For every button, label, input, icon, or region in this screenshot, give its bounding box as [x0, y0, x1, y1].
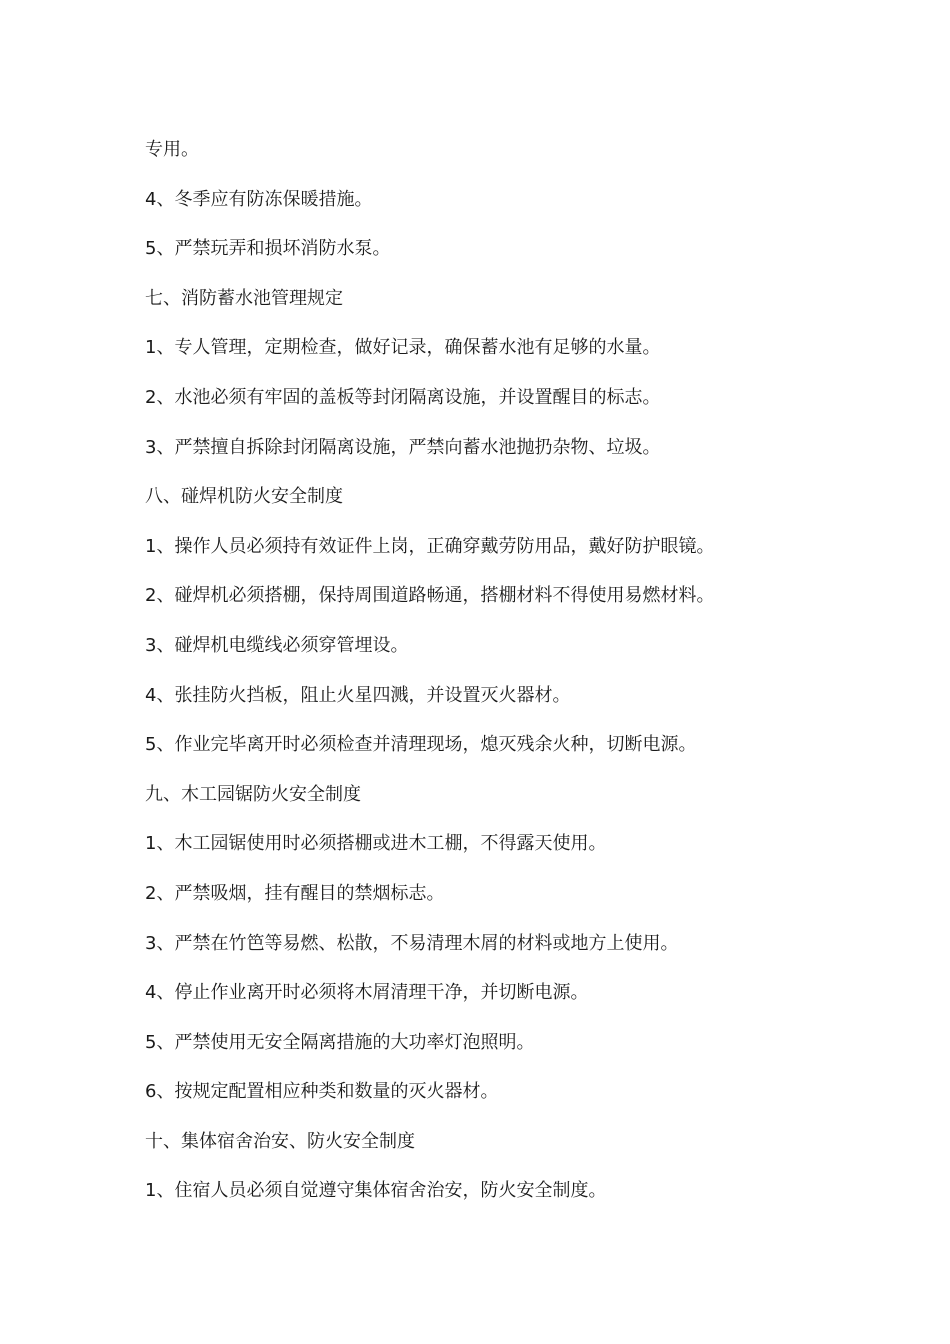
list-item: 3、严禁擅自拆除封闭隔离设施，严禁向蓄水池抛扔杂物、垃圾。	[145, 436, 661, 458]
document-body	[145, 137, 865, 1228]
section-heading: 九、木工园锯防火安全制度	[145, 783, 361, 805]
section-heading: 十、集体宿舍治安、防火安全制度	[145, 1130, 415, 1152]
list-item: 3、碰焊机电缆线必须穿管埋设。	[145, 634, 409, 656]
list-item: 1、住宿人员必须自觉遵守集体宿舍治安，防火安全制度。	[145, 1180, 607, 1202]
list-item: 4、停止作业离开时必须将木屑清理干净，并切断电源。	[145, 982, 589, 1004]
list-item: 3、严禁在竹笆等易燃、松散，不易清理木屑的材料或地方上使用。	[145, 932, 679, 954]
list-item: 5、严禁玩弄和损坏消防水泵。	[145, 238, 391, 260]
section-heading: 八、碰焊机防火安全制度	[145, 486, 343, 508]
list-item: 5、作业完毕离开时必须检查并清理现场，熄灭残余火种，切断电源。	[145, 734, 697, 756]
list-item: 1、操作人员必须持有效证件上岗，正确穿戴劳防用品，戴好防护眼镜。	[145, 535, 715, 557]
section-heading: 七、消防蓄水池管理规定	[145, 287, 343, 309]
list-item: 6、按规定配置相应种类和数量的灭火器材。	[145, 1081, 499, 1103]
paragraph-continuation: 专用。	[145, 139, 199, 160]
list-item: 2、严禁吸烟，挂有醒目的禁烟标志。	[145, 882, 445, 904]
list-item: 5、严禁使用无安全隔离措施的大功率灯泡照明。	[145, 1031, 535, 1053]
list-item: 4、冬季应有防冻保暖措施。	[145, 188, 373, 210]
list-item: 4、张挂防火挡板，阻止火星四溅，并设置灭火器材。	[145, 684, 571, 706]
list-item: 2、水池必须有牢固的盖板等封闭隔离设施，并设置醒目的标志。	[145, 386, 661, 408]
list-item: 1、木工园锯使用时必须搭棚或进木工棚，不得露天使用。	[145, 833, 607, 855]
list-item: 1、专人管理，定期检查，做好记录，确保蓄水池有足够的水量。	[145, 337, 661, 359]
list-item: 2、碰焊机必须搭棚，保持周围道路畅通，搭棚材料不得使用易燃材料。	[145, 585, 715, 607]
